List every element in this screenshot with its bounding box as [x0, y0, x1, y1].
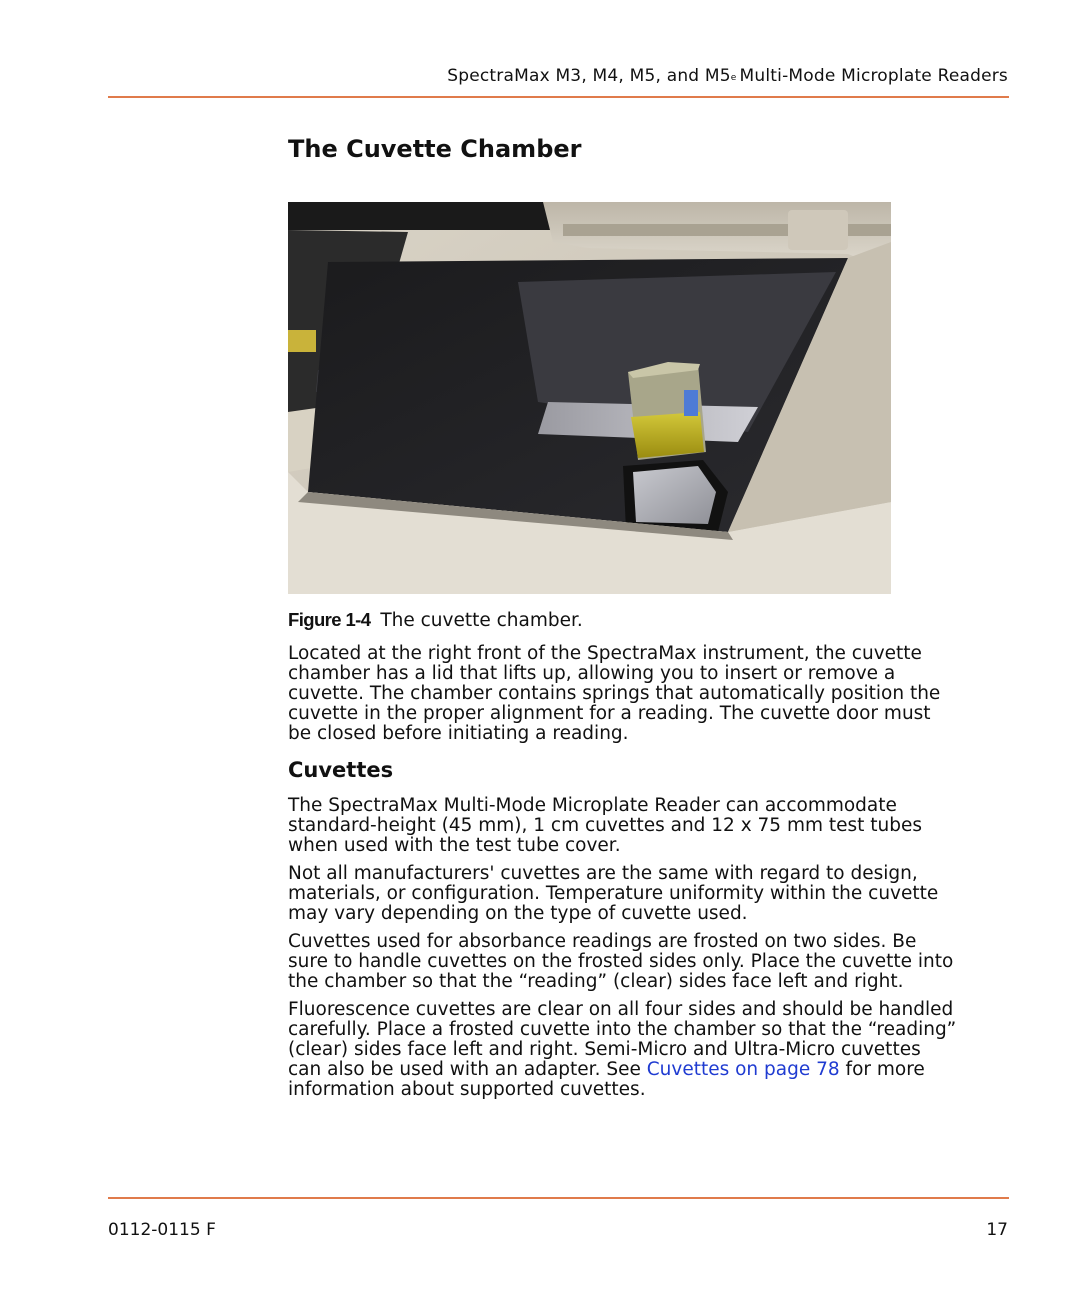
cuvettes-paragraph-4: [288, 1000, 1013, 1100]
paragraph-line: Not all manufacturers' cuvettes are the same with regard to design,: [288, 863, 918, 884]
paragraph-line: (clear) sides face left and right. Semi-Micro and Ultra-Micro cuvettes: [288, 1039, 921, 1060]
page-number: 17: [986, 1220, 1008, 1240]
paragraph-line: may vary depending on the type of cuvette used.: [288, 903, 748, 924]
header-title-superscript: e: [730, 73, 737, 83]
intro-paragraph: [288, 644, 1013, 744]
paragraph-line: sure to handle cuvettes on the frosted sides only. Place the cuvette into: [288, 951, 954, 972]
paragraph-line: materials, or configuration. Temperature uniformity within the cuvette: [288, 883, 939, 904]
paragraph-line: The SpectraMax Multi-Mode Microplate Reader can accommodate: [288, 795, 897, 816]
cuvettes-paragraph-3: [288, 932, 1013, 992]
paragraph-line: Fluorescence cuvettes are clear on all four sides and should be handled: [288, 999, 954, 1020]
intro-line: cuvette in the proper alignment for a reading. The cuvette door must: [288, 703, 931, 724]
running-header: [447, 66, 1008, 86]
figure-caption: [288, 609, 583, 631]
paragraph-line: for more: [839, 1059, 925, 1080]
paragraph-line: can also be used with an adapter. See: [288, 1059, 647, 1080]
header-title-suffix: Multi-Mode Microplate Readers: [739, 66, 1008, 86]
intro-line: Located at the right front of the SpectraMax instrument, the cuvette: [288, 643, 922, 664]
paragraph-line: Cuvettes used for absorbance readings are frosted on two sides. Be: [288, 931, 917, 952]
header-title-prefix: SpectraMax M3, M4, M5, and M5: [447, 66, 731, 86]
header-rule: [108, 96, 1009, 98]
figure-caption-text: The cuvette chamber.: [380, 610, 583, 631]
section-title: The Cuvette Chamber: [288, 135, 582, 163]
cuvette-chamber-photo: [288, 202, 891, 594]
footer-rule: [108, 1197, 1009, 1199]
cuvettes-paragraph-1: [288, 796, 1013, 856]
cuvettes-page-link[interactable]: Cuvettes on page 78: [646, 1059, 840, 1080]
paragraph-line: the chamber so that the “reading” (clear) sides face left and right.: [288, 971, 904, 992]
paragraph-line: standard-height (45 mm), 1 cm cuvettes and 12 x 75 mm test tubes: [288, 815, 923, 836]
paragraph-line: carefully. Place a frosted cuvette into the chamber so that the “reading”: [288, 1019, 957, 1040]
intro-line: cuvette. The chamber contains springs that automatically position the: [288, 683, 941, 704]
figure-label: Figure 1-4: [288, 609, 371, 630]
cuvettes-heading: Cuvettes: [288, 758, 394, 782]
intro-line: chamber has a lid that lifts up, allowing you to insert or remove a: [288, 663, 896, 684]
paragraph-line: when used with the test tube cover.: [288, 835, 621, 856]
document-number: 0112-0115 F: [108, 1220, 216, 1240]
paragraph-line: information about supported cuvettes.: [288, 1079, 646, 1100]
cuvettes-paragraph-2: [288, 864, 1013, 924]
intro-line: be closed before initiating a reading.: [288, 723, 629, 744]
